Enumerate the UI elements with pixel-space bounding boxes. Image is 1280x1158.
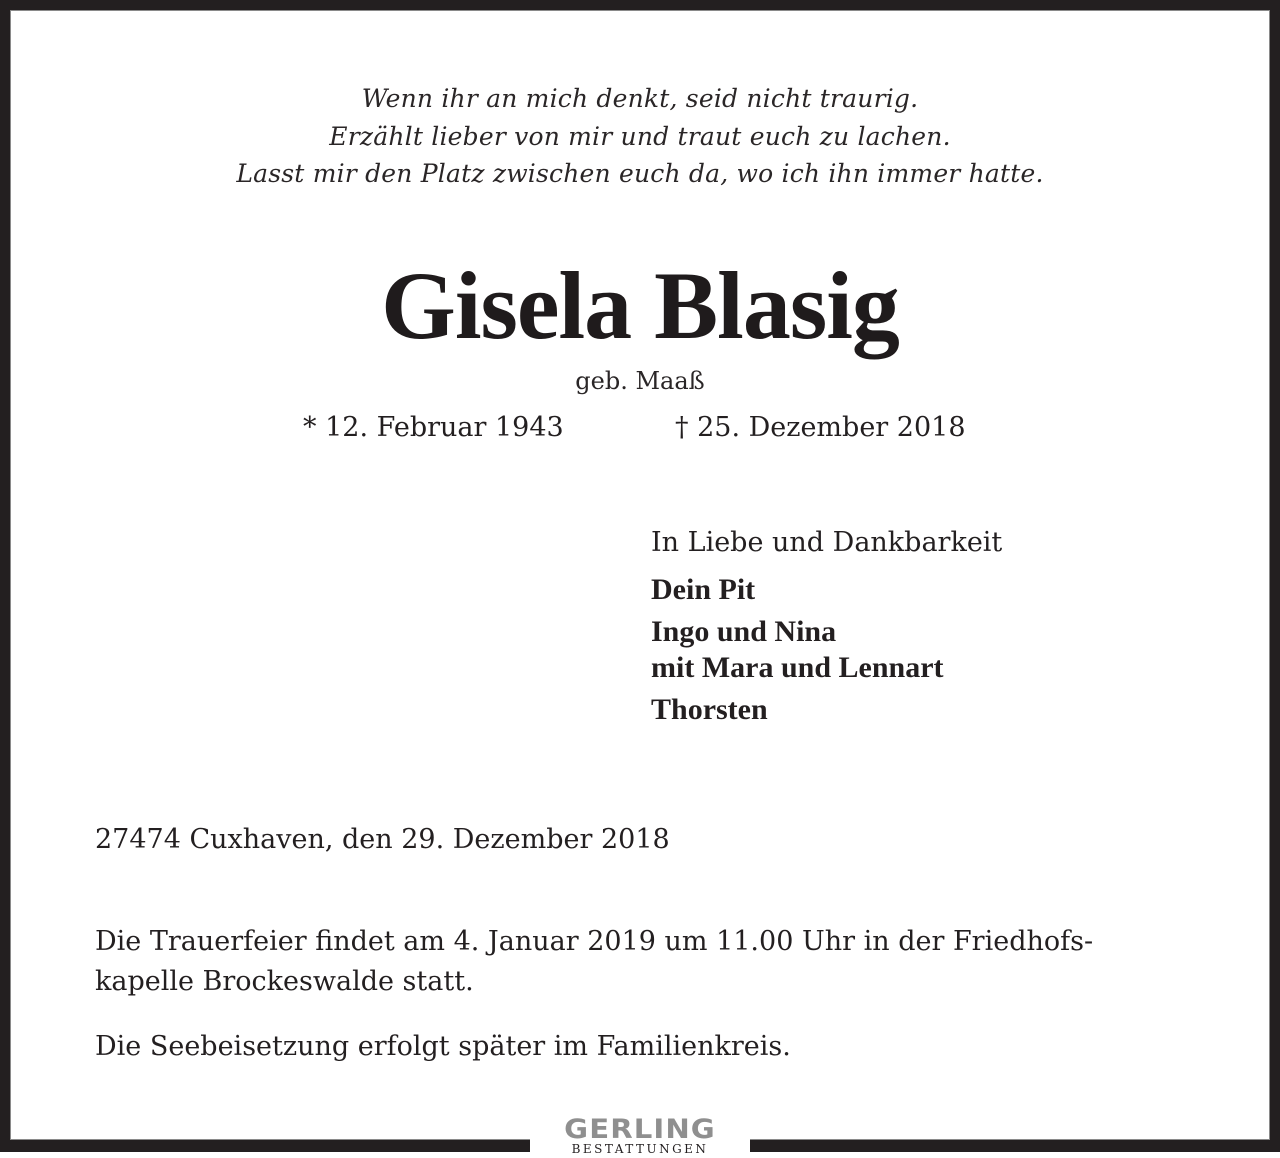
funeral-home-logo [530, 1116, 750, 1155]
mourner-name: Thorsten [651, 693, 768, 726]
maiden-name: geb. Maaß [575, 367, 705, 395]
mourners-intro: In Liebe und Dankbarkeit [651, 527, 1003, 558]
mourners-block [651, 522, 1002, 734]
mourner-group [651, 692, 1002, 728]
notice-line: kapelle Brockeswalde statt. [95, 966, 474, 997]
logo-subtitle: BESTATTUNGEN [571, 1142, 709, 1156]
place-and-date: 27474 Cuxhaven, den 29. Dezember 2018 [95, 824, 670, 855]
logo-name: GERLING [564, 1114, 716, 1145]
mourner-group [651, 572, 1002, 608]
birth-date: * 12. Februar 1943 [303, 412, 564, 443]
funeral-service-notice [95, 922, 1195, 1002]
death-date: † 25. Dezember 2018 [675, 412, 966, 443]
deceased-name: Gisela Blasig [381, 252, 899, 359]
quote-line: Lasst mir den Platz zwischen euch da, wo ich ihn immer hatte. [236, 159, 1044, 188]
mourner-name: mit Mara und Lennart [651, 651, 944, 684]
sea-burial-notice: Die Seebeisetzung erfolgt später im Familienkreis. [95, 1031, 791, 1062]
quote-line: Erzählt lieber von mir und traut euch zu lachen. [329, 121, 951, 151]
mourner-name: Dein Pit [651, 573, 756, 606]
memorial-quote [0, 80, 1280, 193]
mourner-name: Ingo und Nina [651, 615, 837, 648]
quote-line: Wenn ihr an mich denkt, seid nicht traurig. [361, 84, 919, 113]
mourner-group [651, 614, 1002, 686]
notice-line: Die Trauerfeier findet am 4. Januar 2019 um 11.00 Uhr in der Friedhofs- [95, 926, 1094, 957]
